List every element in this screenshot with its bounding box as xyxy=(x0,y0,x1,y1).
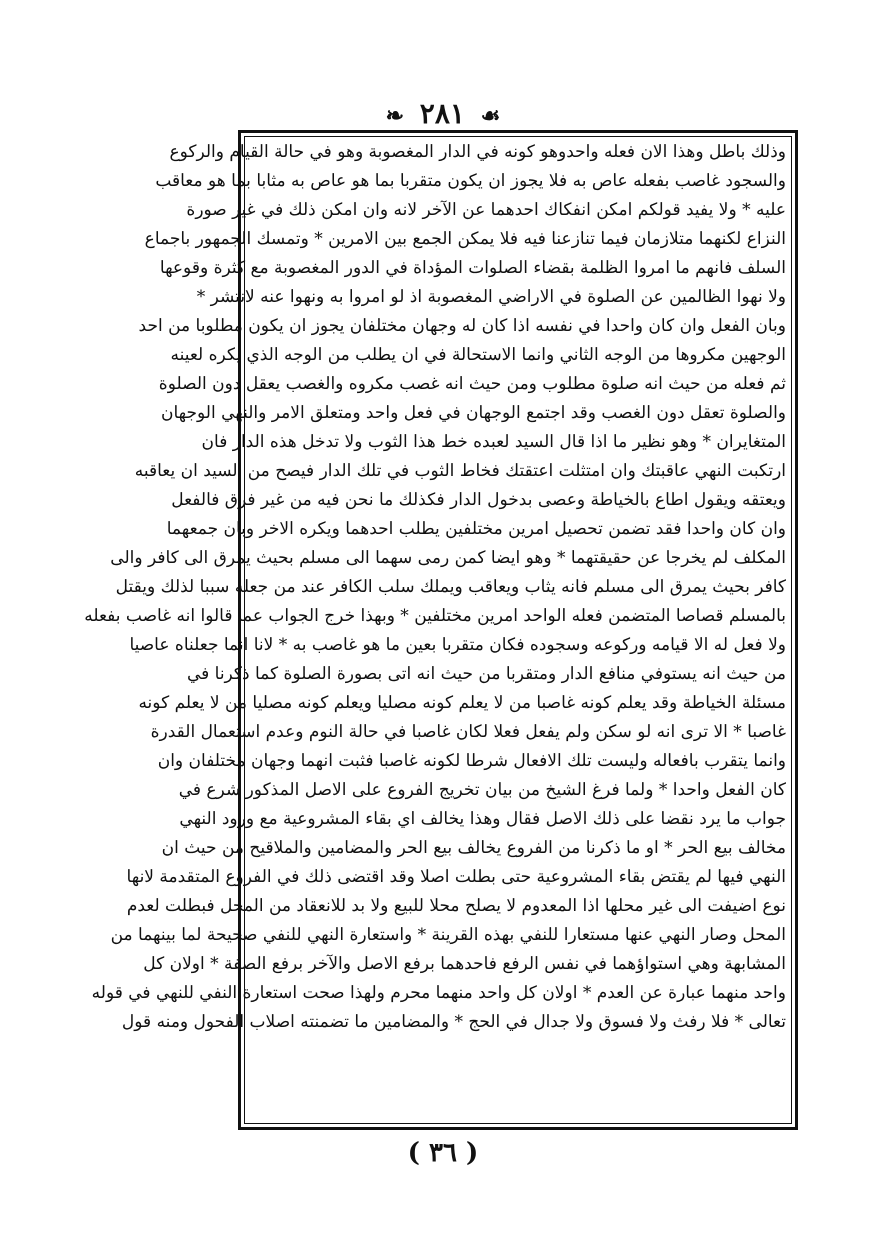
text-line: كان الفعل واحدا * ولما فرغ الشيخ من بيان تخريج الفروع على الاصل المذكور شرع في xyxy=(178,780,786,800)
text-line: تعالى * فلا رفث ولا فسوق ولا جدال في الحج * والمضامين ما تضمنته اصلاب الفحول ومنه قول xyxy=(121,1012,786,1032)
text-line: وبان الفعل وان كان واحدا في نفسه اذا كان له وجهان مختلفان يجوز ان يكون مطلوبا من احد xyxy=(138,316,786,336)
text-line: ويعتقه ويقول اطاع بالخياطة وعصى بدخول الدار فكذلك ما نحن فيه من غير فرق فالفعل xyxy=(171,490,786,510)
text-line: وذلك باطل وهذا الان فعله واحدوهو كونه في الدار المغصوبة وهو في حالة القيام والركوع xyxy=(169,142,786,162)
text-line: بالمسلم قصاصا المتضمن فعله الواحد امرين مختلفين * وبهذا خرج الجواب عما قالوا انه غاصب بفعله xyxy=(84,606,786,626)
text-line: النهي فيها لم يقتض بقاء المشروعية حتى بطلت اصلا وقد اقتضى ذلك في الفروع المتقدمة لانها xyxy=(126,867,786,887)
text-line: والصلوة تعقل دون الغصب وقد اجتمع الوجهان في فعل واحد ومتعلق الامر والنهي الوجهان xyxy=(161,403,786,423)
text-line: واحد منهما عبارة عن العدم * اولان كل واحد منهما محرم ولهذا صحت استعارة النفي للنهي في قوله xyxy=(91,983,786,1003)
text-line: من حيث انه يستوفي منافع الدار ومتقربا من حيث انه اتى بصورة الصلوة كما ذكرنا في xyxy=(186,664,786,684)
text-line: المكلف لم يخرجا عن حقيقتهما * وهو ايضا كمن رمى سهما الى مسلم بحيث يمرق الى كافر والى xyxy=(110,548,786,568)
text-line: مسئلة الخياطة وقد يعلم كونه غاصبا من لا يعلم كونه مصليا ويعلم كونه مصليا من لا يعلم كونه xyxy=(138,693,786,713)
text-line: عليه * ولا يفيد قولكم امكن انفكاك احدهما عن الآخر لانه وان امكن ذلك في غير صورة xyxy=(186,200,786,220)
text-line: ولا نهوا الظالمين عن الصلوة في الاراضي المغصوبة اذ لو امروا به ونهوا عنه لانتشر * xyxy=(196,287,786,307)
text-line: ارتكبت النهي عاقبتك وان امتثلت اعتقتك فخاط الثوب في تلك الدار فيصح من السيد ان يعاقبه xyxy=(134,461,786,481)
ornament-left-icon: ❧ xyxy=(385,103,405,129)
text-line: والسجود غاصب بفعله عاص به فلا يجوز ان يكون متقربا بما هو عاص به مثابا بما هو معاقب xyxy=(155,171,786,191)
text-line: النزاع لكنهما متلازمان فيما تنازعنا فيه فلا يمكن الجمع بين الامرين * وتمسك الجمهور باجماع xyxy=(144,229,786,249)
text-line: غاصبا * الا ترى انه لو سكن ولم يفعل فعلا لكان غاصبا في حالة النوم وعدم استعمال القدرة xyxy=(150,722,786,742)
text-line: المتغايران * وهو نظير ما اذا قال السيد لعبده خط هذا الثوب ولا تدخل هذه الدار فان xyxy=(201,432,786,452)
text-line: وانما يتقرب بافعاله وليست تلك الافعال شرطا لكونه غاصبا فثبت انهما وجهان مختلفان وان xyxy=(157,751,786,771)
text-block xyxy=(84,138,786,1124)
text-line: مخالف بيع الحر * او ما ذكرنا من الفروع يخالف بيع الحر والمضامين والملاقيح من حيث ان xyxy=(161,838,786,858)
text-line: كافر بحيث يمرق الى مسلم فانه يثاب ويعاقب ويملك سلب الكافر عند من جعله سببا لذلك ويقتل xyxy=(115,577,786,597)
text-line: السلف فانهم ما امروا الظلمة بقضاء الصلوات المؤداة في الدور المغصوبة مع كثرة وقوعها xyxy=(159,258,786,278)
ornament-right-icon: ☙ xyxy=(480,103,501,129)
text-line: ولا فعل له الا قيامه وركوعه وسجوده فكان متقربا بعين ما هو غاصب به * لانا انما جعلناه عاصيا xyxy=(129,635,786,655)
page-number: ٢٨١ xyxy=(419,97,465,130)
text-line: الوجهين مكروها من الوجه الثاني وانما الاستحالة في ان يطلب من الوجه الذي يكره لعينه xyxy=(170,345,786,365)
text-line: المحل وصار النهي عنها مستعارا للنفي بهذه القرينة * واستعارة النهي للنفي صحيحة لما بينهما من xyxy=(110,925,786,945)
text-line: ثم فعله من حيث انه صلوة مطلوب ومن حيث انه غصب مكروه والغصب يعقل دون الصلوة xyxy=(158,374,786,394)
text-line: وان كان واحدا فقد تضمن تحصيل امرين مختلفين يطلب احدهما ويكره الاخر وبان جمعهما xyxy=(166,519,786,539)
text-line: جواب ما يرد نقضا على ذلك الاصل فقال وهذا يخالف اي بقاء المشروعية مع ورود النهي xyxy=(179,809,786,829)
text-line: نوع اضيفت الى غير محلها اذا المعدوم لا يصلح محلا للبيع ولا بد للانعقاد من المحل فبطلت لعدم xyxy=(126,896,786,916)
footer-page-number: ( ٣٦ ) xyxy=(407,1138,479,1168)
text-line: المشابهة وهي استواؤهما في نفس الرفع فاحدهما برفع الاصل والآخر برفع الصفة * اولان كل xyxy=(143,954,786,974)
page-number-header xyxy=(0,96,886,134)
